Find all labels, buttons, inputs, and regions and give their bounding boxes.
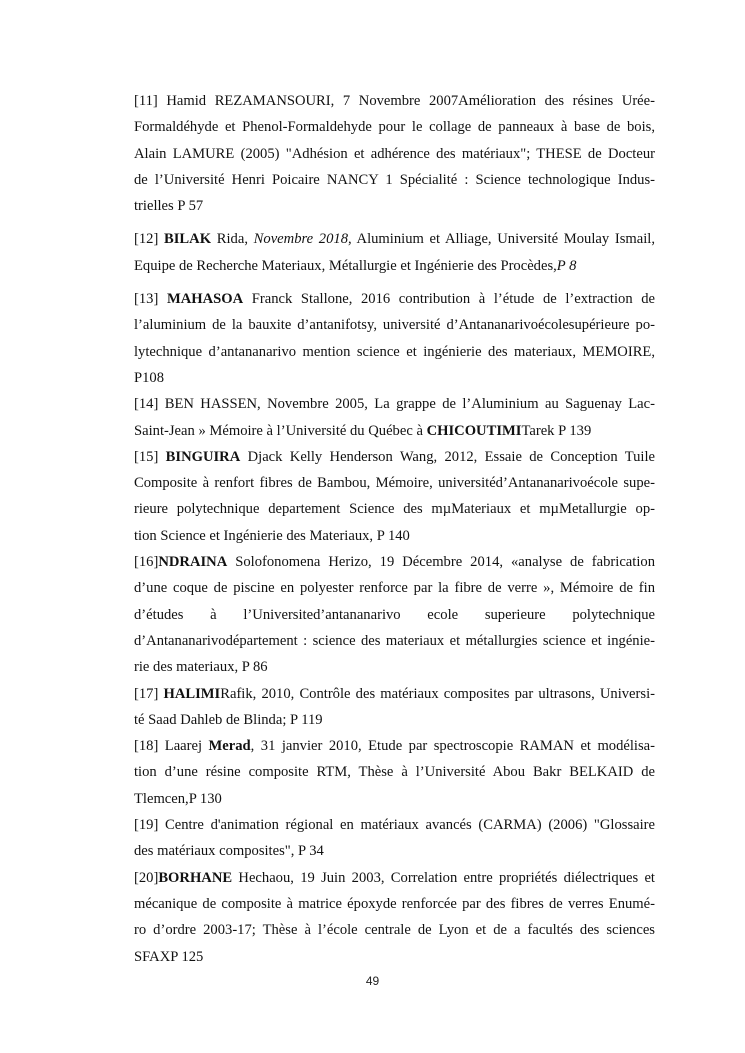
reference-text: mécanique de composite à matrice époxyde renforcée par des fibres de verres Enumé- <box>134 895 655 912</box>
author-name-bold: NDRAINA <box>158 554 228 571</box>
reference-line <box>134 312 655 338</box>
author-name-bold: MAHASOA <box>166 291 244 308</box>
italic-text: P 8 <box>556 257 577 274</box>
reference-text: tion d’une résine composite RTM, Thèse à l’Université Abou Bakr BELKAID de <box>134 764 655 781</box>
reference-line <box>134 575 655 601</box>
reference-text: té Saad Dahleb de Blinda; P 119 <box>134 711 323 728</box>
page-number: 49 <box>365 974 380 988</box>
reference-text: ro d’ordre 2003-17; Thèse à l’école centrale de Lyon et de a facultés des sciences <box>134 922 655 939</box>
reference-text: [11] Hamid REZAMANSOURI, 7 Novembre 2007Amélioration des résines Urée- <box>134 93 655 109</box>
reference-line <box>134 365 655 391</box>
reference-text: des matériaux composites", P 34 <box>134 843 324 860</box>
reference-text: Equipe de Recherche Materiaux, Métallurgie et Ingénierie des Procèdes, <box>134 257 557 274</box>
reference-line <box>134 549 655 575</box>
reference-text: [16] <box>134 554 159 571</box>
reference-text: P108 <box>134 369 165 386</box>
reference-entry-ref-15 <box>134 444 655 549</box>
reference-entry-ref-20 <box>134 865 655 970</box>
reference-text: Formaldéhyde et Phenol-Formaldehyde pour le collage de panneaux à base de bois, <box>134 119 655 136</box>
reference-line <box>134 602 655 628</box>
reference-entry-ref-16 <box>134 549 655 680</box>
reference-text: l’aluminium de la bauxite d’antanifotsy, université d’Antananarivoécolesupérieure po- <box>134 317 655 334</box>
reference-text: [18] Laarej <box>134 738 209 755</box>
reference-text: Saint-Jean » Mémoire à l’Université du Québec à <box>134 422 427 439</box>
reference-line <box>134 114 655 140</box>
reference-line <box>134 865 655 891</box>
reference-line <box>134 167 655 193</box>
author-name-bold: BINGUIRA <box>165 448 241 465</box>
reference-list <box>134 88 655 970</box>
reference-text: [14] BEN HASSEN, Novembre 2005, La grappe de l’Aluminium au Saguenay Lac- <box>134 396 655 413</box>
reference-entry-ref-12 <box>134 226 655 279</box>
reference-text: Rida, <box>211 231 254 248</box>
reference-line <box>134 286 655 312</box>
reference-text: Rafik, 2010, Contrôle des matériaux composites par ultrasons, Universi- <box>220 685 655 702</box>
reference-text: Tlemcen,P 130 <box>134 790 222 807</box>
reference-text: Solofonomena Herizo, 19 Décembre 2014, «analyse de fabrication <box>227 554 655 571</box>
reference-line <box>134 786 655 812</box>
reference-text: d’Antananarivodépartement : science des materiaux et métallurgies science et ingénie- <box>134 632 655 649</box>
reference-line <box>134 88 655 114</box>
reference-line <box>134 339 655 365</box>
reference-line <box>134 838 655 864</box>
reference-text: Tarek P 139 <box>521 422 592 439</box>
reference-entry-ref-14 <box>134 391 655 444</box>
reference-line <box>134 523 655 549</box>
reference-entry-ref-11 <box>134 88 655 219</box>
reference-line <box>134 253 655 279</box>
author-name-bold: BORHANE <box>158 869 233 886</box>
reference-text: tion Science et Ingénierie des Materiaux, P 140 <box>134 527 410 544</box>
reference-text: Alain LAMURE (2005) "Adhésion et adhérence des matériaux"; THESE de Docteur <box>134 145 655 162</box>
reference-line <box>134 391 655 417</box>
reference-text: [20] <box>134 869 159 886</box>
reference-text: [17] <box>134 685 164 702</box>
reference-line <box>134 193 655 219</box>
reference-text: rie des materiaux, P 86 <box>134 659 268 676</box>
reference-text: [15] <box>134 448 166 465</box>
italic-text: Novembre 2018 <box>253 231 348 248</box>
reference-text: , Aluminium et Alliage, Université Moulay Ismail, <box>348 231 655 248</box>
reference-line <box>134 654 655 680</box>
reference-text: trielles P 57 <box>134 198 204 215</box>
reference-line <box>134 733 655 759</box>
reference-text: Hechaou, 19 Juin 2003, Correlation entre propriétés diélectriques et <box>232 869 655 886</box>
reference-text: d’une coque de piscine en polyester renforce par la fibre de verre », Mémoire de fin <box>134 580 655 597</box>
reference-line <box>134 812 655 838</box>
reference-line <box>134 470 655 496</box>
reference-text: , 31 janvier 2010, Etude par spectroscopie RAMAN et modélisa- <box>250 738 655 755</box>
reference-text: rieure polytechnique departement Science des mµMateriaux et mµMetallurgie op- <box>134 501 655 518</box>
reference-text: [13] <box>134 291 167 308</box>
author-name-bold: BILAK <box>164 231 212 248</box>
reference-line <box>134 444 655 470</box>
reference-text: Djack Kelly Henderson Wang, 2012, Essaie de Conception Tuile <box>240 448 655 465</box>
reference-text: [12] <box>134 231 165 248</box>
reference-line <box>134 418 655 444</box>
author-name-bold: CHICOUTIMI <box>426 422 522 439</box>
reference-text: Composite à renfort fibres de Bambou, Mémoire, universitéd’Antananarivoécole supe- <box>134 475 655 492</box>
reference-text: lytechnique d’antananarivo mention science et ingénierie des materiaux, MEMOIRE, <box>134 343 655 360</box>
reference-text: de l’Université Henri Poicaire NANCY 1 Spécialité : Science technologique Indus- <box>134 171 655 188</box>
reference-text: d’études à l’Universited’antananarivo ecole superieure polytechnique <box>134 606 655 623</box>
reference-line <box>134 891 655 917</box>
reference-line <box>134 944 655 970</box>
reference-line <box>134 496 655 522</box>
reference-line <box>134 226 655 252</box>
author-name-bold: HALIMI <box>163 685 221 702</box>
reference-entry-ref-18 <box>134 733 655 812</box>
reference-entry-ref-13 <box>134 286 655 391</box>
reference-entry-ref-19 <box>134 812 655 865</box>
reference-entry-ref-17 <box>134 681 655 734</box>
reference-line <box>134 707 655 733</box>
reference-line <box>134 759 655 785</box>
reference-line <box>134 681 655 707</box>
reference-text: [19] Centre d'animation régional en matériaux avancés (CARMA) (2006) "Glossaire <box>134 817 655 834</box>
reference-text: SFAXP 125 <box>134 948 204 965</box>
author-name-bold: Merad <box>208 738 251 755</box>
reference-line <box>134 917 655 943</box>
reference-line <box>134 628 655 654</box>
reference-text: Franck Stallone, 2016 contribution à l’étude de l’extraction de <box>243 291 655 308</box>
reference-line <box>134 141 655 167</box>
